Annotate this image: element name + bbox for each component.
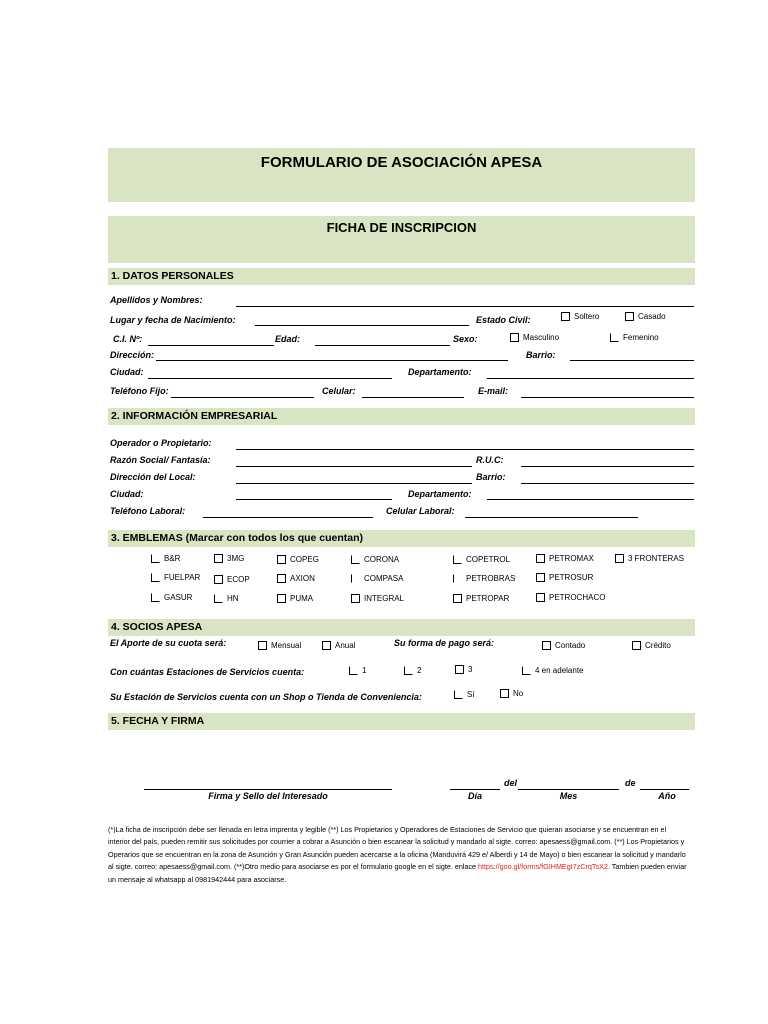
footnote bbox=[108, 824, 688, 886]
aporte-label: El Aporte de su cuota será: bbox=[110, 638, 227, 648]
ciudad-field[interactable] bbox=[148, 378, 392, 379]
operador-label: Operador o Propietario: bbox=[110, 438, 212, 448]
emblema-petromax-checkbox[interactable]: PETROMAX bbox=[536, 554, 594, 563]
dia-field[interactable] bbox=[450, 789, 500, 790]
direccion-local-label: Dirección del Local: bbox=[110, 472, 196, 482]
checkbox-icon bbox=[351, 555, 360, 564]
checkbox-icon bbox=[351, 574, 360, 583]
firma-label: Firma y Sello del Interesado bbox=[208, 791, 328, 801]
sexo-label: Sexo: bbox=[453, 334, 478, 344]
departamento-empresa-label: Departamento: bbox=[408, 489, 472, 499]
emblema-fuelpar-checkbox[interactable]: FUELPAR bbox=[151, 573, 200, 582]
checkbox-icon bbox=[277, 574, 286, 583]
checkbox-icon bbox=[453, 594, 462, 603]
direccion-field[interactable] bbox=[156, 360, 508, 361]
apellidos-label: Apellidos y Nombres: bbox=[110, 295, 203, 305]
anual-checkbox[interactable]: Anual bbox=[322, 641, 355, 650]
edad-field[interactable] bbox=[315, 345, 450, 346]
telefono-field[interactable] bbox=[171, 397, 314, 398]
shop-si-checkbox[interactable]: Sí bbox=[454, 690, 475, 699]
checkbox-icon bbox=[214, 554, 223, 563]
emblema-corona-checkbox[interactable]: CORONA bbox=[351, 555, 399, 564]
femenino-checkbox[interactable]: Femenino bbox=[610, 333, 659, 342]
checkbox-icon bbox=[258, 641, 267, 650]
shop-label: Su Estación de Servicios cuenta con un Shop o Tienda de Conveniencia: bbox=[110, 692, 422, 702]
anio-label: Año bbox=[658, 791, 676, 801]
checkbox-icon bbox=[500, 689, 509, 698]
section-fecha-firma: 5. FECHA Y FIRMA bbox=[108, 713, 695, 730]
ciudad-label: Ciudad: bbox=[110, 367, 144, 377]
soltero-checkbox[interactable]: Soltero bbox=[561, 312, 599, 321]
del-label: del bbox=[504, 778, 518, 788]
estaciones-3-checkbox[interactable]: 3 bbox=[455, 665, 472, 674]
email-label: E-mail: bbox=[478, 386, 509, 396]
checkbox-icon bbox=[542, 641, 551, 650]
checkbox-icon bbox=[349, 666, 358, 675]
lugar-nacimiento-field[interactable] bbox=[255, 325, 469, 326]
form-subtitle: FICHA DE INSCRIPCION bbox=[326, 220, 477, 235]
lugar-nacimiento-label: Lugar y fecha de Nacimiento: bbox=[110, 315, 236, 325]
ci-label: C.I. Nº: bbox=[113, 334, 143, 344]
departamento-field[interactable] bbox=[487, 378, 694, 379]
checkbox-icon bbox=[453, 555, 462, 564]
barrio-empresa-label: Barrio: bbox=[476, 472, 506, 482]
emblema-copeg-checkbox[interactable]: COPEG bbox=[277, 555, 319, 564]
footnote-text: (*)La ficha de inscripción debe ser llenada en letra imprenta y legible (**) Los Propietarios y Operadores de Estaciones de Servicio que quieran asociarse y se encuentran en el interior del país, pueden remitir sus solicitudes por courrier a cobrar a Asunción o bien escanear la solicitud y mandarlo al sigte. correo: apesaess@gmail.com. (**) Los Propietarios y Operarios que se encuentran en la zona de Asunción y Gran Asunción pueden acercarse a la oficina (Manduvirá 429 e/ Alberdi y 14 de Mayo) o bien escanear la solicitud y mandarlo al sigte. correo: apesaess@gmail.com. (**)Otro medio para asociarse es por el formulario google en el sigte. enlace bbox=[108, 825, 686, 872]
estaciones-label: Con cuántas Estaciones de Servicios cuenta: bbox=[110, 667, 305, 677]
emblema-br-checkbox[interactable]: B&R bbox=[151, 554, 180, 563]
telefono-laboral-field[interactable] bbox=[203, 517, 373, 518]
checkbox-icon bbox=[454, 690, 463, 699]
email-field[interactable] bbox=[521, 397, 694, 398]
ruc-label: R.U.C: bbox=[476, 455, 504, 465]
mensual-checkbox[interactable]: Mensual bbox=[258, 641, 301, 650]
emblema-petrosur-checkbox[interactable]: PETROSUR bbox=[536, 573, 593, 582]
telefono-label: Teléfono Fijo: bbox=[110, 386, 169, 396]
ci-field[interactable] bbox=[148, 345, 274, 346]
emblema-ecop-checkbox[interactable]: ECOP bbox=[214, 575, 250, 584]
telefono-laboral-label: Teléfono Laboral: bbox=[110, 506, 186, 516]
checkbox-icon bbox=[625, 312, 634, 321]
emblema-gasur-checkbox[interactable]: GASUR bbox=[151, 593, 192, 602]
checkbox-icon bbox=[453, 574, 462, 583]
checkbox-icon bbox=[615, 554, 624, 563]
ciudad-empresa-label: Ciudad: bbox=[110, 489, 144, 499]
checkbox-icon bbox=[277, 594, 286, 603]
dia-label: Día bbox=[467, 791, 482, 801]
emblema-petropar-checkbox[interactable]: PETROPAR bbox=[453, 594, 509, 603]
section-informacion-empresarial: 2. INFORMACIÓN EMPRESARIAL bbox=[108, 408, 695, 425]
checkbox-icon bbox=[522, 666, 531, 675]
emblema-3fronteras-checkbox[interactable]: 3 FRONTERAS bbox=[615, 554, 684, 563]
estaciones-1-checkbox[interactable]: 1 bbox=[349, 666, 366, 675]
checkbox-icon bbox=[351, 594, 360, 603]
barrio-label: Barrio: bbox=[526, 350, 556, 360]
emblema-axion-checkbox[interactable]: AXION bbox=[277, 574, 315, 583]
checkbox-icon bbox=[322, 641, 331, 650]
checkbox-icon bbox=[510, 333, 519, 342]
ciudad-empresa-field[interactable] bbox=[236, 499, 392, 500]
anio-field[interactable] bbox=[640, 789, 689, 790]
section-socios-apesa: 4. SOCIOS APESA bbox=[108, 619, 695, 636]
emblema-integral-checkbox[interactable]: INTEGRAL bbox=[351, 594, 404, 603]
departamento-empresa-field[interactable] bbox=[487, 499, 694, 500]
apellidos-field[interactable] bbox=[236, 306, 694, 307]
estado-civil-label: Estado Civil: bbox=[476, 315, 531, 325]
checkbox-icon bbox=[536, 554, 545, 563]
mes-field[interactable] bbox=[518, 789, 619, 790]
checkbox-icon bbox=[151, 554, 160, 563]
google-form-link[interactable]: https://goo.gl/forms/fGIHMEgt7zCrqTsX2. bbox=[478, 862, 610, 872]
edad-label: Edad: bbox=[275, 334, 301, 344]
departamento-label: Departamento: bbox=[408, 367, 472, 377]
operador-field[interactable] bbox=[236, 449, 694, 450]
checkbox-icon bbox=[277, 555, 286, 564]
emblema-copetrol-checkbox[interactable]: COPETROL bbox=[453, 555, 510, 564]
section-emblemas: 3. EMBLEMAS (Marcar con todos los que cuentan) bbox=[108, 530, 695, 547]
checkbox-icon bbox=[455, 665, 464, 674]
emblema-hn-checkbox[interactable]: HN bbox=[214, 594, 239, 603]
direccion-local-field[interactable] bbox=[236, 483, 472, 484]
checkbox-icon bbox=[632, 641, 641, 650]
celular-label: Celular: bbox=[322, 386, 356, 396]
ruc-field[interactable] bbox=[521, 466, 694, 467]
checkbox-icon bbox=[536, 573, 545, 582]
firma-field[interactable] bbox=[144, 789, 392, 790]
checkbox-icon bbox=[610, 333, 619, 342]
direccion-label: Dirección: bbox=[110, 350, 155, 360]
estaciones-4-checkbox[interactable]: 4 en adelante bbox=[522, 666, 584, 675]
section-datos-personales: 1. DATOS PERSONALES bbox=[108, 268, 695, 285]
emblema-compasa-checkbox[interactable]: COMPASA bbox=[351, 574, 403, 583]
shop-no-checkbox[interactable]: No bbox=[500, 689, 523, 698]
subtitle-band bbox=[108, 216, 695, 263]
contado-checkbox[interactable]: Contado bbox=[542, 641, 585, 650]
celular-laboral-field[interactable] bbox=[465, 517, 638, 518]
checkbox-icon bbox=[214, 594, 223, 603]
emblema-petrobras-checkbox[interactable]: PETROBRAS bbox=[453, 574, 515, 583]
emblema-puma-checkbox[interactable]: PUMA bbox=[277, 594, 313, 603]
emblema-3mg-checkbox[interactable]: 3MG bbox=[214, 554, 244, 563]
checkbox-icon bbox=[151, 573, 160, 582]
checkbox-icon bbox=[561, 312, 570, 321]
emblema-petrochaco-checkbox[interactable]: PETROCHACO bbox=[536, 593, 605, 602]
masculino-checkbox[interactable]: Masculino bbox=[510, 333, 559, 342]
credito-checkbox[interactable]: Crédito bbox=[632, 641, 671, 650]
de-label: de bbox=[625, 778, 636, 788]
mes-label: Mes bbox=[559, 791, 578, 801]
casado-checkbox[interactable]: Casado bbox=[625, 312, 666, 321]
razon-social-label: Razón Social/ Fantasía: bbox=[110, 455, 211, 465]
estaciones-2-checkbox[interactable]: 2 bbox=[404, 666, 421, 675]
forma-pago-label: Su forma de pago será: bbox=[394, 638, 495, 648]
checkbox-icon bbox=[536, 593, 545, 602]
celular-laboral-label: Celular Laboral: bbox=[386, 506, 455, 516]
razon-social-field[interactable] bbox=[236, 466, 472, 467]
checkbox-icon bbox=[404, 666, 413, 675]
barrio-empresa-field[interactable] bbox=[521, 483, 694, 484]
checkbox-icon bbox=[214, 575, 223, 584]
footnote-text-end: Tambien pueden enviar un mensaje al whatsapp al 0981942444 para asociarse. bbox=[108, 862, 687, 884]
celular-field[interactable] bbox=[362, 397, 464, 398]
barrio-field[interactable] bbox=[570, 360, 694, 361]
checkbox-icon bbox=[151, 593, 160, 602]
form-title: FORMULARIO DE ASOCIACIÓN APESA bbox=[260, 154, 543, 171]
title-band bbox=[108, 148, 695, 202]
